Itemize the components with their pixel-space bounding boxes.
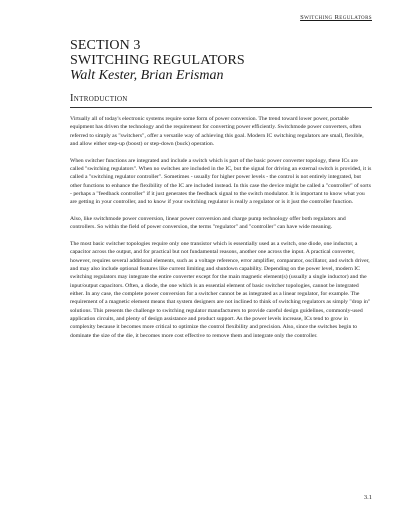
introduction-heading: Introduction (70, 93, 128, 104)
paragraph: Also, like switchmode power conversion, linear power conversion and charge pump technology offer both regulators and controllers. So within the field of power conversion, the terms "regulator" and "controller" can have wide meaning. (70, 216, 346, 231)
body-text (70, 115, 372, 348)
section-title: SWITCHING REGULATORS (70, 53, 245, 68)
paragraph: Virtually all of today's electronic systems require some form of power conversion. The trend toward lower power, portable equipment has driven the technology and the requirement for converting power efficiently. Switchmode power converters, often referred to simply as "switchers", offer a versatile way of achieving this goal. Modern IC switching regulators are small, flexible, and allow either step-up (boost) or step-down (buck) operation. (70, 116, 364, 148)
heading-rule (70, 107, 372, 108)
running-header: Switching Regulators (300, 14, 372, 21)
paragraph: The most basic switcher topologies require only one transistor which is essentially used as a switch, one diode, one inductor, a capacitor across the output, and for practical but not fundamental reasons, another one across the input. A practical converter, however, requires several additional elements, such as a voltage reference, error amplifier, comparator, oscillator, and switch driver, and may also include optional features like current limiting and shutdown capability. Depending on the power level, modern IC switching regulators may integrate the entire converter except for the main magnetic element(s) (usually a single inductor) and the input/output capacitors. Often, a diode, the one which is an essential element of basic switcher topologies, cannot be integrated either. In any case, the complete power conversion for a switcher cannot be as integrated as a linear regulator, for example. The requirement of a magnetic element means that system designers are not inclined to think of switching regulators as simply "drop in" solutions. This presents the challenge to switching regulator manufacturers to provide careful design guidelines, commonly-used application circuits, and plenty of design assistance and product support. As the power levels increase, ICs tend to grow in complexity because it becomes more critical to optimize the control flexibility and precision. Also, since the switches begin to dominate the size of the die, it becomes more cost effective to remove them and integrate only the controller. (70, 241, 371, 339)
paragraph: When switcher functions are integrated and include a switch which is part of the basic power converter topology, these ICs are called "switching regulators". When no switches are included in the IC, but the signal for driving an external switch is provided, it is called a "switching regulator controller". Sometimes - usually for higher power levels - the control is not entirely integrated, but other functions to enhance the flexibility of the IC are included instead. In this case the device might be called a "controller" of sorts - perhaps a "feedback controller" if it just generates the feedback signal to the switch modulator. It is important to know what you are getting in your controller, and to know if your switching regulator is really a regulator or is it just the controller function. (70, 157, 372, 206)
section-number: SECTION 3 (70, 38, 141, 53)
page-number: 3.1 (363, 494, 372, 501)
title-block (70, 38, 370, 83)
authors: Walt Kester, Brian Erisman (70, 68, 224, 83)
